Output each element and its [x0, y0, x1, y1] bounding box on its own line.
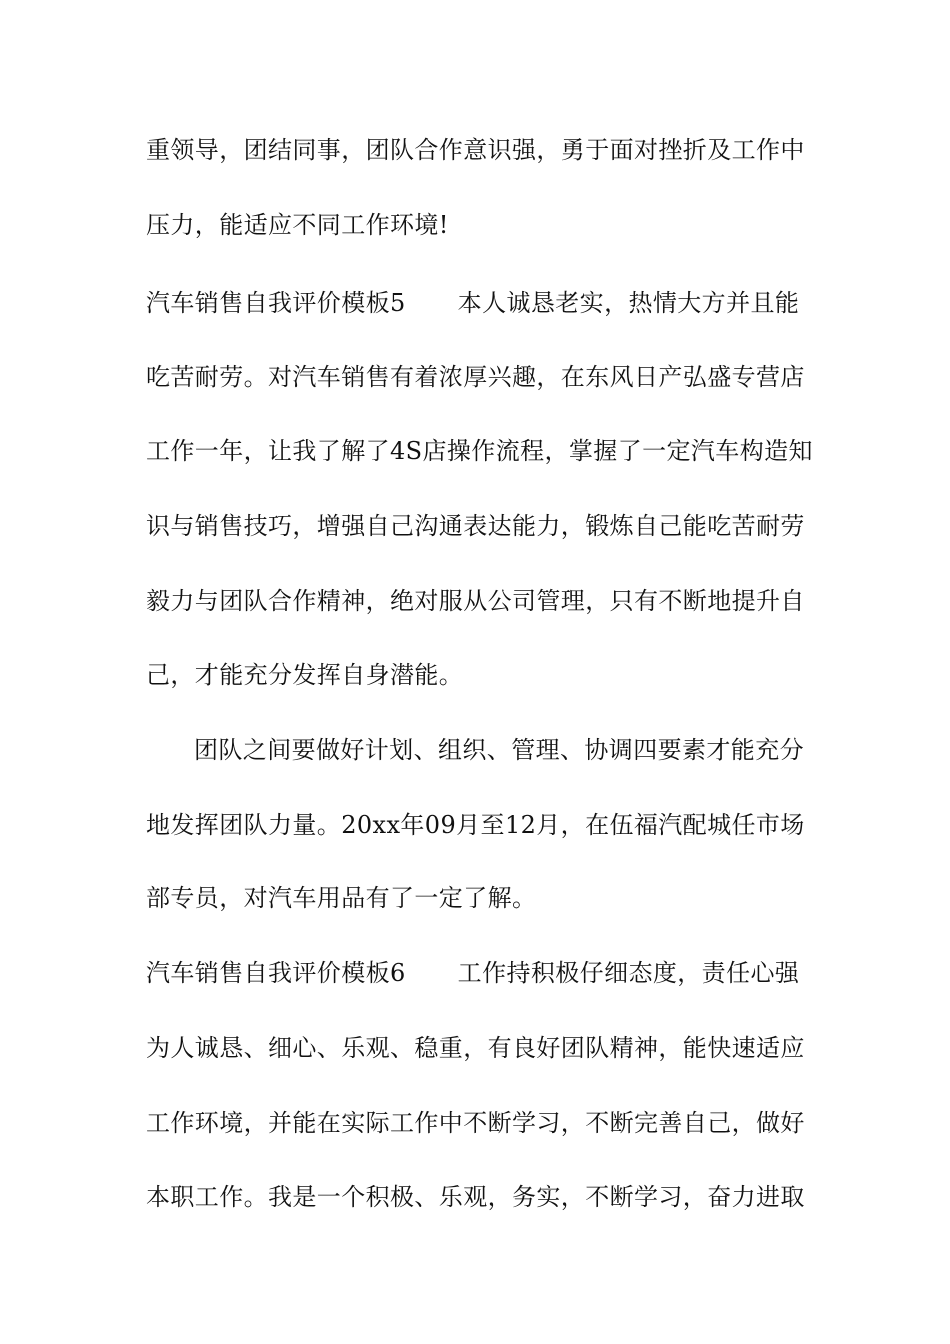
section-text: 工作持积极仔细态度，责任心强 [457, 959, 800, 987]
text-line: 己，才能充分发挥自身潜能。 [146, 661, 464, 689]
section-heading: 汽车销售自我评价模板5 [146, 289, 406, 317]
section-text: 本人诚恳老实，热情大方并且能 [457, 289, 800, 317]
text-line: 吃苦耐劳。对汽车销售有着浓厚兴趣，在东风日产弘盛专营店 [146, 363, 805, 391]
text-line: 工作环境，并能在实际工作中不断学习，不断完善自己，做好 [146, 1109, 805, 1137]
section-6-line [146, 953, 826, 993]
section-5-line [146, 283, 826, 323]
text-line: 压力，能适应不同工作环境! [146, 211, 449, 239]
text-line: 地发挥团队力量。20xx年09月至12月，在伍福汽配城任市场 [146, 811, 805, 839]
text-line: 本职工作。我是一个积极、乐观，务实，不断学习，奋力进取 [146, 1183, 805, 1211]
text-line: 识与销售技巧，增强自己沟通表达能力，锻炼自己能吃苦耐劳 [146, 512, 805, 540]
text-line: 部专员，对汽车用品有了一定了解。 [146, 884, 537, 912]
text-line: 重领导，团结同事，团队合作意识强，勇于面对挫折及工作中 [146, 136, 805, 164]
paragraph-first-line: 团队之间要做好计划、组织、管理、协调四要素才能充分 [194, 736, 804, 764]
text-line: 为人诚恳、细心、乐观、稳重，有良好团队精神，能快速适应 [146, 1034, 805, 1062]
text-line: 工作一年，让我了解了4S店操作流程，掌握了一定汽车构造知 [146, 437, 813, 465]
section-heading: 汽车销售自我评价模板6 [146, 959, 406, 987]
text-line: 毅力与团队合作精神，绝对服从公司管理，只有不断地提升自 [146, 587, 805, 615]
